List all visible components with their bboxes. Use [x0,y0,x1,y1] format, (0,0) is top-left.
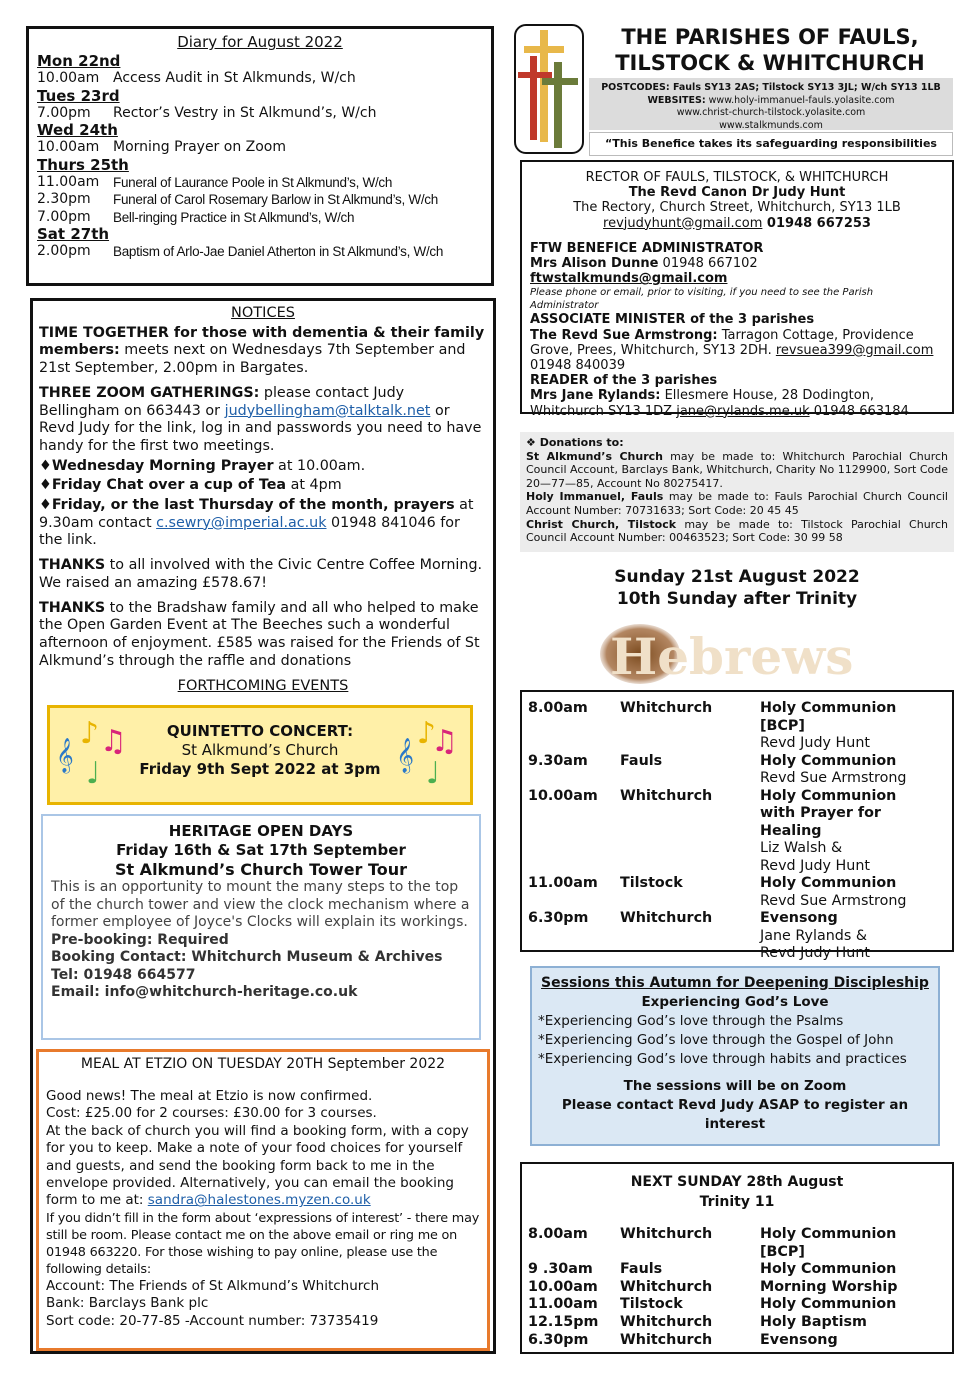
next-sunday-title: NEXT SUNDAY 28th August [630,1174,844,1190]
reader-row [530,388,944,418]
session-item: *Experiencing God’s love through habits and practices [538,1051,907,1067]
reader-name: Mrs Jane Rylands: [530,388,661,404]
sessions-zoom: The sessions will be on Zoom [623,1078,847,1094]
next-service-time: 10.00am [528,1278,598,1295]
service-place: Whitchurch [620,787,713,804]
next-sunday-box [520,1162,954,1354]
sessions-box [530,966,940,1146]
hebrews-logo-text: Hebrews [610,627,854,686]
meal-confirmed: Good news! The meal at Etzio is now confirmed. [46,1088,373,1104]
next-service-name: Holy Communion [760,1261,897,1278]
rector-phone: 01948 667253 [762,215,871,231]
admin-note: Please phone or email, prior to visiting, if you need to see the Parish Administrator [530,287,874,312]
donation-holy-immanuel [526,490,948,517]
diary-box [26,26,494,286]
donation-holy-immanuel-text: may be made to: Fauls Parochial Church Council Account Number: 70731633; Sort Code: 20 45 45 [526,490,948,517]
bullet-friday-chat-text: at 4pm [286,477,342,494]
diary-event [37,105,483,123]
donation-christ-church-text: may be made to: Tilstock Parochial Church Council Account Number: 00463523; Sort Code: 30 99 58 [526,517,948,545]
meal-booking-text-body: At the back of church you will find a booking form, with a copy for you to keep. Make a note of your food choices for yourself and guests, and send the booking form back to me in the envelope provided. Alternatively, you can email the booking form to me at: [46,1122,469,1209]
associate-phone: 01948 840039 [530,358,626,374]
meal-bank: Bank: Barclays Bank plc [46,1295,209,1312]
notice-thanks-garden [39,600,487,671]
service-place: Fauls [620,752,663,769]
thanks-garden-text: to the Bradshaw family and all who helped to make the Open Garden Event at The Beeches such a wonderful afternoon of enjoyment. £585 was raised for the Friends of St Alkmund’s through the raffle and donations [39,599,480,669]
bullet-wednesday-text: at 10.00am. [273,457,366,474]
meal-cost: Cost: £25.00 for 2 courses: £30.00 for 3 courses. [46,1105,377,1122]
heritage-description: This is an opportunity to mount the many steps to the top of the church tower and view the clock mechanism where a former employee of Joyce's Clocks will explain its workings. [51,879,470,930]
diary-event [37,139,483,157]
sessions-subtitle: Experiencing God’s Love [641,994,829,1010]
associate-address: Tarragon Cottage, Providence Grove, Prees, Whitchurch, SY13 2DH. [530,327,914,358]
quintetto-concert-box [47,705,473,805]
sunday-services-list [528,700,946,963]
bullet-friday-prayers-text: at 9.30am contact [39,497,474,531]
admin-name: Mrs Alison Dunne [530,256,659,272]
heritage-tel: Tel: 01948 664577 [51,966,196,983]
thanks-coffee-title: THANKS [39,557,106,574]
heritage-tour: St Alkmund’s Church Tower Tour [114,860,408,879]
next-sunday-list [528,1226,946,1349]
reader-email[interactable]: jane@rylands.me.uk [676,403,810,419]
safeguarding-statement: “This Benefice takes its safeguarding responsibilities [589,132,953,156]
sunday-services-box [520,690,954,961]
notice-time-together-title: TIME TOGETHER for those with dementia & their family members: [39,324,485,359]
service-place: Whitchurch [620,700,713,716]
sessions-title: Sessions this Autumn for Deepening Discipleship [541,975,929,991]
rector-address: The Rectory, Church Street, Whitchurch, SY13 1LB [573,200,901,216]
service-row [528,753,946,788]
service-name: Holy Communion [760,787,897,804]
admin-phone: 01948 667102 [658,256,758,272]
diary-event-text: Bell-ringing Practice in St Alkmund’s, W/ch [113,209,355,225]
next-service-place: Tilstock [620,1296,683,1313]
service-details [760,753,946,788]
website-2[interactable]: www.christ-church-tilstock.yolasite.com [676,107,866,118]
rector-name: The Revd Canon Dr Judy Hunt [628,185,846,201]
bullet-friday-prayers-text-2: 01948 841046 for the link. [39,514,460,549]
service-time: 11.00am [528,875,598,891]
bullet-wednesday-title: ♦Wednesday Morning Prayer [39,457,274,474]
zoom-email-link[interactable]: judybellingham@talktalk.net [224,402,431,419]
diary-event [37,191,483,209]
diary-day: Mon 22nd [37,52,121,70]
bullet-friday-chat [39,477,487,495]
diary-event-time: 2.00pm [37,243,91,259]
meal-booking-text [46,1123,480,1210]
diary-event-time: 10.00am [37,70,100,86]
notice-zoom-text-2: or Revd Judy for the link, log in and passwords you need to have handy for the first two meetings. [39,402,482,454]
heritage-prebooking: Pre-booking: Required [51,931,229,948]
next-service-place: Whitchurch [620,1331,713,1348]
diary-event [37,243,483,261]
parish-title-line-1: THE PARISHES OF FAULS, [621,25,919,49]
reader-title: READER of the 3 parishes [530,373,718,389]
notice-time-together-text: meets next on Wednesdays 7th September and 21st September, 2.00pm in Bargates. [39,342,466,377]
service-details [760,910,946,963]
next-service-row [528,1226,946,1261]
service-details [760,700,946,753]
notices-heading: NOTICES [231,305,295,321]
heritage-dates: Friday 16th & Sat 17th September [116,841,406,859]
reader-phone: 01948 663184 [809,403,909,419]
notice-time-together [39,325,487,378]
reader-address: Ellesmere House, 28 Dodington, Whitchurch SY13 1DZ [530,388,875,419]
meal-interest-text: If you didn’t fill in the form about ‘expressions of interest’ - there may still be room. Please contact me on the above email or ring me on 01948 663220. For those wishing to pay online, please use the following details: [46,1210,480,1277]
donations-box [520,432,954,552]
session-item: *Experiencing God’s love through the Psalms [538,1013,844,1029]
sessions-contact: Please contact Revd Judy ASAP to register an interest [561,1097,909,1132]
cross-icon [516,26,582,152]
donation-st-alkmunds-name: St Alkmund’s Church [526,449,664,463]
service-details [760,875,946,910]
parish-title [588,24,952,76]
music-note-icon: ♪ [80,716,100,751]
service-row [528,788,946,876]
bullet-wednesday [39,458,487,476]
associate-email[interactable]: revsuea399@gmail.com [775,342,934,358]
diary-day: Thurs 25th [37,155,129,174]
notice-thanks-coffee [39,557,487,592]
next-service-name: Evensong [760,1331,838,1348]
diary-event-time: 2.30pm [37,191,91,207]
notice-zoom [39,385,487,456]
sewry-email-link[interactable]: c.sewry@imperial.ac.uk [156,514,327,531]
next-service-name: Holy Baptism [760,1313,867,1330]
heritage-contact: Booking Contact: Whitchurch Museum & Archives [51,949,443,965]
donation-holy-immanuel-name: Holy Immanuel, Fauls [526,490,664,504]
diary-title: Diary for August 2022 [177,33,343,51]
diary-event-text: Funeral of Carol Rosemary Barlow in St Alkmund’s, W/ch [113,192,438,207]
bullet-friday-prayers-title: ♦Friday, or the last Thursday of the month, prayers [39,497,455,514]
session-item: *Experiencing God’s love through the Gospel of John [538,1032,894,1048]
diary-event-text: Access Audit in St Alkmunds, W/ch [113,70,356,86]
next-service-time: 11.00am [528,1296,598,1313]
meal-title: MEAL AT ETZIO ON TUESDAY 20TH September 2022 [80,1056,446,1072]
meal-email-link[interactable]: sandra@halestones.myzen.co.uk [147,1192,371,1209]
rector-email[interactable]: revjudyhunt@gmail.com [603,215,763,231]
service-place: Tilstock [620,875,683,891]
next-service-place: Whitchurch [620,1278,713,1295]
next-service-time: 9 .30am [528,1261,593,1278]
website-3[interactable]: www.stalkmunds.com [719,119,823,131]
rector-contact [530,216,944,231]
next-service-row [528,1261,946,1279]
postcodes: POSTCODES: Fauls SY13 2AS; Tilstock SY13 3JL; W/ch SY13 1LB [601,82,941,93]
donation-st-alkmunds-text: may be made to: Whitchurch Parochial Church Council Account, Barclays Bank, Whitchurch, Charity No 1129900, Sort Code 20—77—85, Account No 80275417. [526,449,949,490]
service-row [528,910,946,963]
heritage-open-days-box [41,814,481,1040]
music-note-icon-right: ♪ [416,716,436,751]
notice-zoom-text: please contact Judy Bellingham on 663443 or [39,384,405,419]
music-note-icon-right-2: ♩ [425,756,440,791]
concert-date: Friday 9th Sept 2022 at 3pm [139,760,381,778]
sunday-trinity: 10th Sunday after Trinity [616,589,858,609]
associate-name: The Revd Sue Armstrong: [530,327,718,343]
next-service-place: Fauls [620,1261,663,1278]
service-minister: Revd Judy Hunt [760,945,871,961]
concert-title: QUINTETTO CONCERT: [166,722,354,740]
next-service-place: Whitchurch [620,1226,713,1242]
diary-event-text: Baptism of Arlo-Jae Daniel Atherton in St Alkmund’s, W/ch [113,244,444,259]
forthcoming-heading: FORTHCOMING EVENTS [177,678,349,695]
donation-christ-church [526,518,948,545]
music-notes-icon: ♫ [100,724,127,759]
diary-event-text: Morning Prayer on Zoom [113,139,287,155]
parish-title-line-2: TILSTOCK & WHITCHURCH [615,51,925,75]
music-notes-icon-right: ♫ [431,724,458,759]
associate-row [530,328,944,358]
diary-list [37,53,483,261]
rector-title: RECTOR OF FAULS, TILSTOCK, & WHITCHURCH [585,170,889,185]
next-service-row [528,1332,946,1350]
bullet-friday-prayers [39,497,487,550]
donations-title: ❖ Donations to: [526,436,624,449]
next-service-time: 6.30pm [528,1331,589,1348]
admin-title: FTW BENEFICE ADMINISTRATOR [530,240,764,256]
service-time: 9.30am [528,752,588,769]
postcodes-panel [589,78,953,130]
meal-sort-code: Sort code: 20-77-85 -Account number: 73735419 [46,1312,379,1329]
service-name: Evensong [760,910,838,926]
diary-event [37,209,483,227]
next-service-row [528,1296,946,1314]
cross-logo [514,24,584,154]
service-row [528,700,946,753]
treble-clef-icon: 𝄞 [56,738,74,773]
bullet-friday-chat-title: ♦Friday Chat over a cup of Tea [39,477,287,494]
diary-event-time: 7.00pm [37,208,91,225]
websites-label: WEBSITES: [647,94,706,106]
rector-box [520,160,954,419]
service-row [528,875,946,910]
service-name: Holy Communion [760,875,897,891]
thanks-garden-title: THANKS [39,599,106,616]
associate-title: ASSOCIATE MINISTER of the 3 parishes [530,312,815,328]
diary-event [37,70,483,88]
diary-event-time: 7.00pm [37,104,91,121]
notices-box [30,298,496,1354]
next-service-name: Morning Worship [760,1278,898,1295]
diary-event-text: Rector’s Vestry in St Alkmund’s, W/ch [113,104,377,121]
donation-christ-church-name: Christ Church, Tilstock [526,517,677,531]
website-1-row [589,95,953,108]
service-place: Whitchurch [620,910,713,926]
music-note-icon-2: ♩ [86,756,101,791]
meal-etzio-box [36,1049,490,1351]
service-minister: Revd Judy Hunt [760,857,871,874]
service-minister: Liz Walsh & [760,840,843,856]
donation-st-alkmunds [526,450,948,491]
service-minister: Revd Sue Armstrong [760,892,907,909]
diary-day: Tues 23rd [37,86,120,105]
service-details [760,788,946,876]
treble-clef-icon-right: 𝄞 [396,738,414,773]
diary-event [37,174,483,192]
diary-day: Wed 24th [37,121,118,139]
next-service-row [528,1314,946,1332]
service-minister: Jane Rylands & [760,927,868,944]
next-service-name: Holy Communion [BCP] [760,1226,897,1260]
meal-account: Account: The Friends of St Alkmund’s Whitchurch [46,1277,380,1294]
next-service-place: Whitchurch [620,1313,713,1330]
diary-event-time: 10.00am [37,139,100,155]
hebrews-logo [600,622,876,686]
next-sunday-subtitle: Trinity 11 [699,1194,775,1210]
thanks-coffee-text: to all involved with the Civic Centre Coffee Morning. We raised an amazing £578.67! [39,557,483,591]
next-service-time: 12.15pm [528,1313,599,1330]
service-minister: Revd Judy Hunt [760,735,871,751]
next-service-time: 8.00am [528,1226,588,1242]
sunday-date: Sunday 21st August 2022 [614,567,860,587]
service-time: 10.00am [528,787,598,804]
service-name-2: with Prayer for Healing [760,805,881,839]
diary-event-time: 11.00am [37,173,100,190]
heritage-email: Email: info@whitchurch-heritage.co.uk [51,984,358,1000]
service-minister: Revd Sue Armstrong [760,770,907,786]
service-time: 8.00am [528,700,588,716]
admin-email[interactable]: ftwstalkmunds@gmail.com [530,271,728,287]
notice-zoom-title: THREE ZOOM GATHERINGS: [39,384,260,401]
service-time: 6.30pm [528,910,589,926]
next-service-row [528,1279,946,1297]
diary-event-text: Funeral of Laurance Poole in St Alkmund’s, W/ch [113,174,393,190]
website-1[interactable]: www.holy-immanuel-fauls.yolasite.com [705,94,895,106]
admin-row [530,256,944,286]
concert-venue: St Alkmund’s Church [181,741,339,759]
heritage-title: HERITAGE OPEN DAYS [168,822,354,840]
next-service-name: Holy Communion [760,1296,897,1313]
sunday-heading [520,566,954,610]
service-name: Holy Communion [760,752,897,769]
service-name: Holy Communion [BCP] [760,700,897,734]
diary-day: Sat 27th [37,225,110,243]
